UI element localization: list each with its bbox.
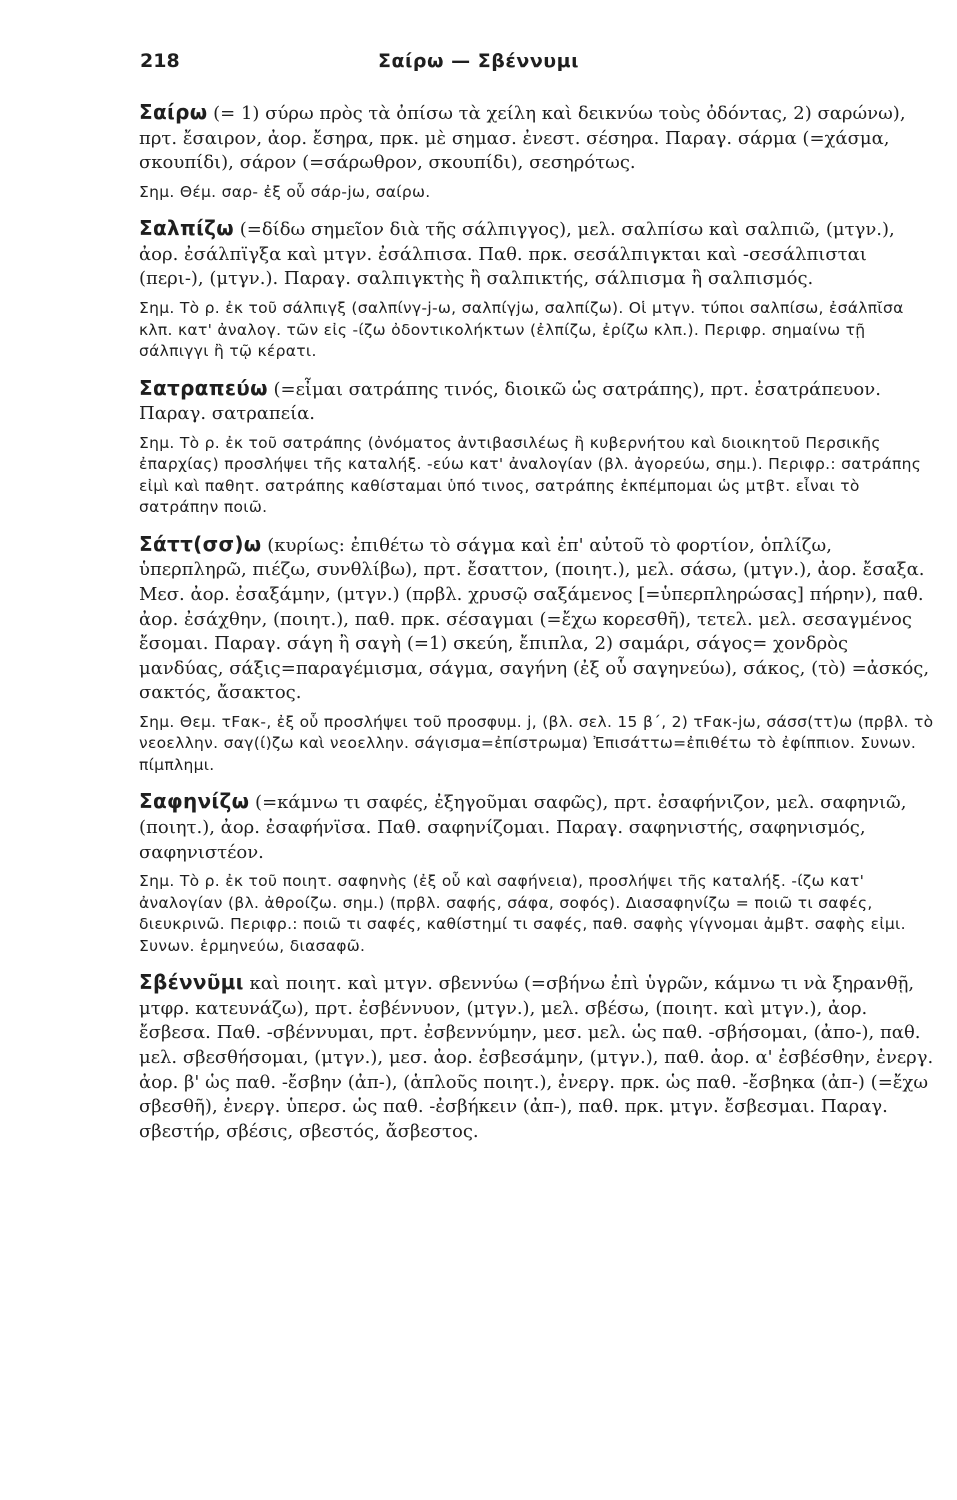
- page-header: [0, 50, 957, 80]
- entry-text: (=δίδω σημεῖον διὰ τῆς σάλπιγγος), μελ. σαλπίσω καὶ σαλπιῶ, (μτγν.), ἀορ. ἐσάλπϊγξα καὶ μτγν. ἐσάλπισα. Παθ. πρκ. σεσάλπιγκται καὶ -σεσάλπισται (περι-), (μτγν.). Παραγ. σαλπιγκτὴς ἢ σαλπικτής, σάλπισμα ἢ σαλπισμός.: [139, 219, 895, 290]
- entry-sairo: [139, 100, 934, 176]
- entry-satto: [139, 532, 934, 706]
- entry-text: (= 1) σύρω πρὸς τὰ ὀπίσω τὰ χείλη καὶ δεικνύω τοὺς ὀδόντας, 2) σαρώνω), πρτ. ἔσαιρον, ἀορ. ἔσηρα, πρκ. μὲ σημασ. ἐνεστ. σέσηρα. Παραγ. σάρμα (=χάσμα, σκουπίδι), σάρον (=σάρωθρον, σκουπίδι), σεσηρότως.: [139, 103, 906, 174]
- entry-salpizo: [139, 216, 934, 292]
- headword: Σαίρω: [139, 100, 208, 124]
- entry-text: (κυρίως: ἐπιθέτω τὸ σάγμα καὶ ἐπ' αὐτοῦ τὸ φορτίον, ὁπλίζω, ὑπερπληρῶ, πιέζω, συνθλίβω), πρτ. ἔσαττον, (ποιητ.), μελ. σάσω, (μτγν.), ἀορ. ἔσαξα. Μεσ. ἀορ. ἐσαξάμην, (μτγν.) (πρβλ. χρυσῷ σαξάμενος [=ὑπερπληρώσας] πήρην), παθ. ἀορ. ἐσάχθην, (ποιητ.), παθ. πρκ. σέσαγμαι (=ἔχω κορεσθῆ), τετελ. μελ. σεσαγμένος ἔσομαι. Παραγ. σάγη ἢ σαγὴ (=1) σκεύη, ἔπιπλα, 2) σαμάρι, σάγος= χονδρὸς μανδύας, σάξις=παραγέμισμα, σάγμα, σαγήνη (ἐξ οὗ σαγηνεύω), σάκος, (τὸ) =ἀσκός, σακτός, ἄσακτος.: [139, 534, 930, 704]
- entry-note: Σημ. Θέμ. σαρ- ἐξ οὗ σάρ-jω, σαίρω.: [139, 182, 431, 201]
- entry-note: Σημ. Θεμ. τFακ-, ἐξ οὗ προσλήψει τοῦ προσφυμ. j, (βλ. σελ. 15 β΄, 2) τFακ-jω, σάσσ(ττ)ω (πρβλ. τὸ νεοελλην. σαγ(ί)ζω καὶ νεοελλην. σάγισμα=ἐπίστρωμα) Ἐπισάττω=ἐπιθέτω τὸ ἐφίππιον. Συνων. πίμπλημι.: [139, 712, 934, 774]
- entry-text: (=κάμνω τι σαφές, ἐξηγοῦμαι σαφῶς), πρτ. ἐσαφήνιζον, μελ. σαφηνιῶ, (ποιητ.), ἀορ. ἐσαφήνϊσα. Παθ. σαφηνίζομαι. Παραγ. σαφηνιστής, σαφηνισμός, σαφηνιστέον.: [139, 792, 907, 863]
- headword: Σάττ(σσ)ω: [139, 531, 262, 556]
- page-number: 218: [140, 50, 180, 72]
- headword: Σαλπίζω: [139, 216, 234, 241]
- entry-safenizo: [139, 789, 934, 865]
- entry-text: καὶ ποιητ. καὶ μτγν. σβεννύω (=σβήνω ἐπὶ ὑγρῶν, κάμνω τι νὰ ξηρανθῇ, μτφρ. κατευνάζω), πρτ. ἐσβέννυον, (μτγν.), μελ. σβέσω, (ποιητ. καὶ μτγν.), ἀορ. ἔσβεσα. Παθ. -σβέννυμαι, πρτ. ἐσβεννύμην, μεσ. μελ. ὡς παθ. -σβήσομαι, (ἀπο-), παθ. μελ. σβεσθήσομαι, (μτγν.), μεσ. ἀορ. ἐσβεσάμην, (μτγν.), παθ. ἀορ. α' ἐσβέσθην, ἐνεργ. ἀορ. β' ὡς παθ. -ἔσβην (ἀπ-), (ἁπλοῦς ποιητ.), ἐνεργ. πρκ. ὡς παθ. -ἔσβηκα (ἀπ-) (=ἔχω σβεσθῆ), ἐνεργ. ὑπερσ. ὡς παθ. -ἐσβήκειν (ἀπ-), παθ. πρκ. μτγν. ἔσβεσμαι. Παραγ. σβεστήρ, σβέσις, σβεστός, ἄσβεστος.: [139, 973, 934, 1142]
- entry-note: Σημ. Τὸ ρ. ἐκ τοῦ σατράπης (ὀνόματος ἀντιβασιλέως ἢ κυβερνήτου καὶ διοικητοῦ Περσικῆς ἐπαρχίας) προσλήψει τῆς καταλήξ. -εύω κατ' ἀναλογίαν (βλ. ἀγορεύω, σημ.). Περιφρ.: σατράπης εἰμὶ καὶ παθητ. σατράπης καθίσταμαι ὑπό τινος, σατράπης ἐκπέμπομαι ὡς μτβτ. εἶναι τὸ σατράπην ποιῶ.: [139, 433, 922, 517]
- headword: Σατραπεύω: [139, 375, 268, 400]
- entry-satrapeuo: [139, 376, 934, 427]
- entry-svennymi: [139, 970, 934, 1144]
- headword: Σαφηνίζω: [139, 789, 250, 814]
- running-head: Σαίρω — Σβέννυμι: [377, 50, 580, 72]
- dictionary-content: [139, 100, 934, 1144]
- entry-note: Σημ. Τὸ ρ. ἐκ τοῦ σάλπιγξ (σαλπίνγ-j-ω, σαλπίγjω, σαλπίζω). Οἱ μτγν. τύποι σαλπίσω, ἐσάλπῐσα κλπ. κατ' ἀναλογ. τῶν εἰς -ίζω ὀδοντικολήκτων (ἐλπίζω, ἐρίζω κλπ.). Περιφρ. σημαίνω τῇ σάλπιγγι ἢ τῷ κέρατι.: [139, 299, 904, 361]
- headword: Σβέννῦμι: [139, 970, 244, 995]
- entry-note: Σημ. Τὸ ρ. ἐκ τοῦ ποιητ. σαφηνὴς (ἐξ οὗ καὶ σαφήνεια), προσλήψει τῆς καταλήξ. -ίζω κατ' ἀναλογίαν (βλ. ἀθροίζω. σημ.) (πρβλ. σαφής, σάφα, σοφός). Διασαφηνίζω = ποιῶ τι σαφές, διευκρινῶ. Περιφρ.: ποιῶ τι σαφές, καθίστημί τι σαφές, παθ. σαφὴς γίγνομαι ἀμβτ. σαφὴς εἰμι. Συνων. ἑρμηνεύω, διασαφῶ.: [139, 872, 906, 955]
- entry-text: (=εἶμαι σατράπης τινός, διοικῶ ὡς σατράπης), πρτ. ἐσατράπευον. Παραγ. σατραπεία.: [139, 378, 881, 425]
